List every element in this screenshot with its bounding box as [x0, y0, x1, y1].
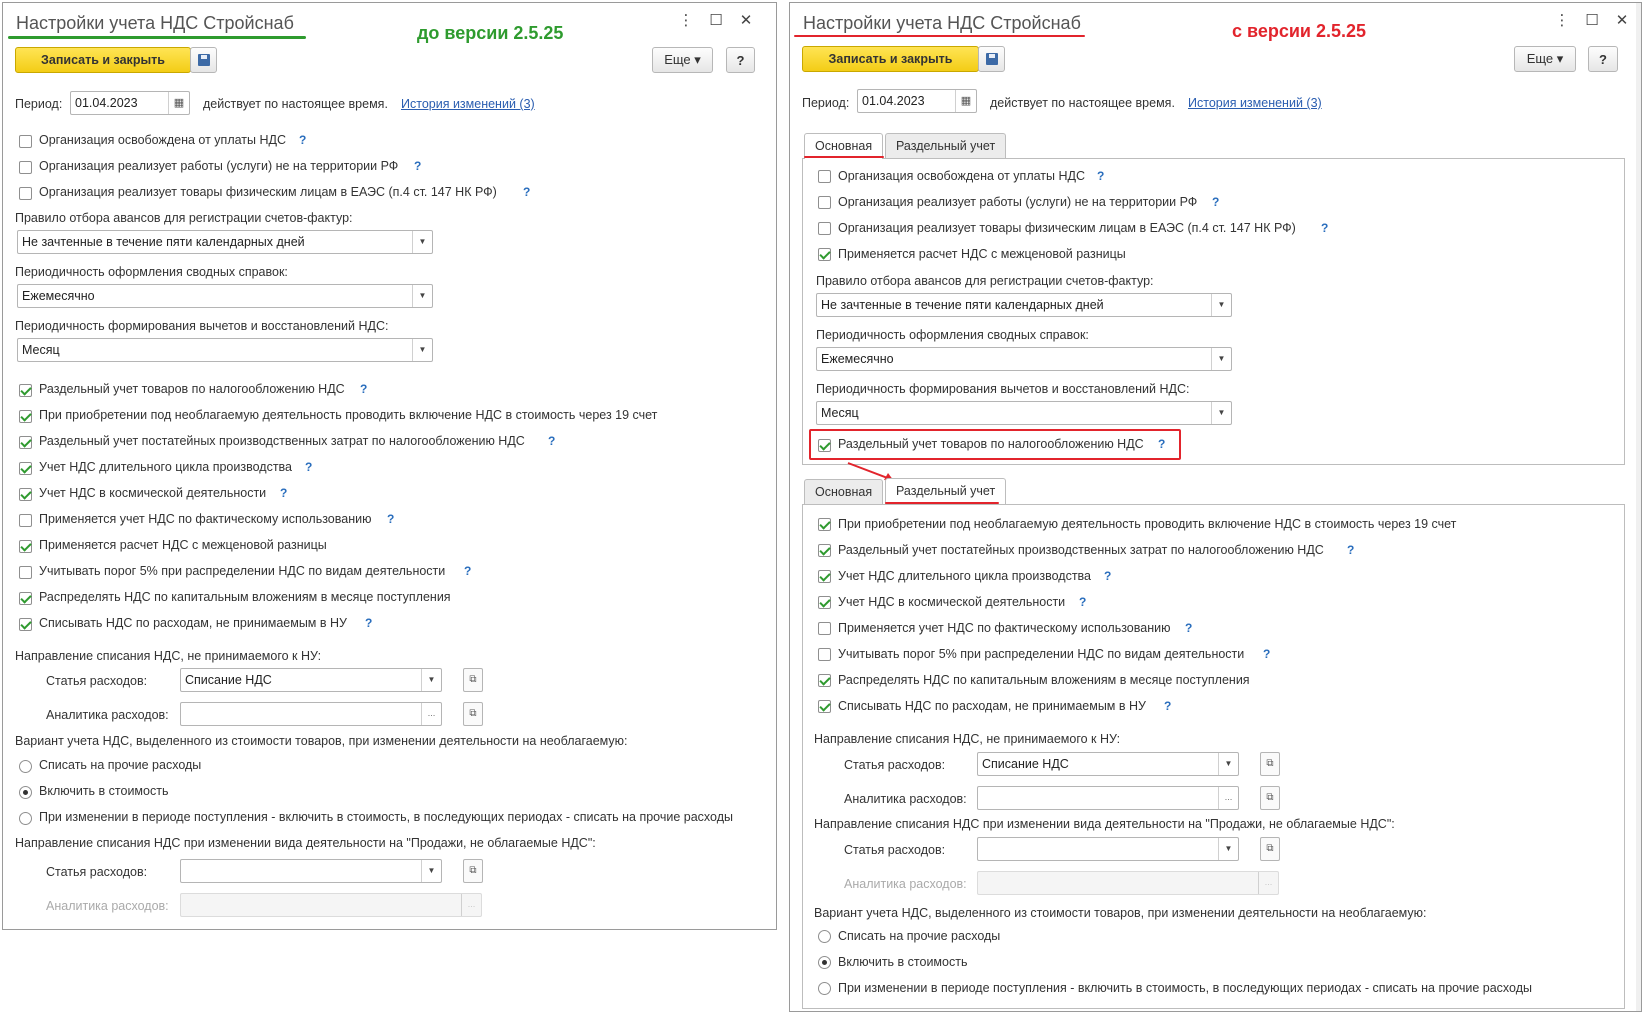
deduction-period-value: Месяц — [22, 343, 60, 357]
more-button[interactable]: Еще ▾ — [1514, 46, 1576, 72]
period-note: действует по настоящее время. — [203, 97, 388, 111]
help-button[interactable]: ? — [726, 47, 755, 73]
checkbox-separate-goods-label: Раздельный учет товаров по налогообложению НДС — [838, 437, 1144, 451]
checkbox-exempt[interactable] — [19, 135, 32, 148]
tab-underline — [804, 156, 884, 158]
chevron-down-icon[interactable]: ▼ — [1211, 348, 1231, 370]
checkbox-exempt[interactable] — [818, 170, 831, 183]
expense-item2-select[interactable] — [977, 837, 1239, 861]
help-icon[interactable]: ? — [360, 382, 368, 396]
checkbox-long-cycle[interactable] — [19, 462, 32, 475]
help-icon[interactable]: ? — [299, 133, 307, 147]
deduction-period-label: Периодичность формирования вычетов и восстановлений НДС: — [816, 382, 1190, 396]
help-icon[interactable]: ? — [464, 564, 472, 578]
radio-other-expenses[interactable] — [19, 760, 32, 773]
checkbox-actual-use[interactable] — [818, 622, 831, 635]
expense-item2-select[interactable] — [180, 859, 442, 883]
tab-separate-2[interactable]: Раздельный учет — [885, 478, 1006, 504]
checkbox-outside-rf[interactable] — [19, 161, 32, 174]
checkbox-writeoff-label: Списывать НДС по расходам, не принимаемым в НУ — [39, 616, 347, 630]
checkbox-interval[interactable] — [19, 540, 32, 553]
save-icon — [198, 54, 210, 66]
tab-separate[interactable]: Раздельный учет — [885, 133, 1006, 158]
title-underline — [794, 35, 1085, 37]
radio-include-cost-label: Включить в стоимость — [838, 955, 968, 969]
select-ellipsis-icon[interactable]: … — [1218, 787, 1238, 809]
checkbox-cost-items[interactable] — [818, 544, 831, 557]
checkbox-exempt-label: Организация освобождена от уплаты НДС — [838, 169, 1085, 183]
advance-rule-select[interactable] — [816, 293, 1232, 317]
help-icon[interactable]: ? — [1212, 195, 1220, 209]
help-icon[interactable]: ? — [1079, 595, 1087, 609]
chevron-down-icon[interactable]: ▼ — [1211, 402, 1231, 424]
summary-period-select[interactable] — [17, 284, 433, 308]
expense-item-value: Списание НДС — [185, 673, 272, 687]
radio-include-cost[interactable] — [19, 786, 32, 799]
tab-underline — [885, 502, 999, 504]
checkbox-capital[interactable] — [19, 592, 32, 605]
window-controls — [671, 11, 761, 29]
expense-analytics2-label: Аналитика расходов: — [844, 877, 967, 891]
help-icon[interactable]: ? — [1164, 699, 1172, 713]
expense-item-label: Статья расходов: — [46, 674, 148, 688]
help-icon[interactable]: ? — [1263, 647, 1271, 661]
help-icon[interactable]: ? — [305, 460, 313, 474]
checkbox-interval[interactable] — [818, 248, 831, 261]
period-value: 01.04.2023 — [75, 96, 138, 110]
help-icon[interactable]: ? — [523, 185, 531, 199]
checkbox-nontaxable-19[interactable] — [818, 518, 831, 531]
checkbox-exempt-label: Организация освобождена от уплаты НДС — [39, 133, 286, 147]
history-link[interactable]: История изменений (3) — [401, 97, 535, 111]
checkbox-eaes[interactable] — [19, 187, 32, 200]
checkbox-threshold-label: Учитывать порог 5% при распределении НДС по видам деятельности — [838, 647, 1245, 661]
summary-period-value: Ежемесячно — [821, 352, 894, 366]
checkbox-threshold[interactable] — [818, 648, 831, 661]
period-field[interactable] — [857, 89, 977, 113]
chevron-down-icon[interactable]: ▼ — [1218, 838, 1238, 860]
radio-mixed-label: При изменении в периоде поступления - включить в стоимость, в последующих периодах - списать на прочие расходы — [39, 810, 733, 824]
help-icon[interactable]: ? — [1097, 169, 1105, 183]
close-icon[interactable]: ✕ — [1615, 12, 1629, 29]
checkbox-space-label: Учет НДС в космической деятельности — [39, 486, 267, 500]
checkbox-space[interactable] — [19, 488, 32, 501]
expense-analytics-label: Аналитика расходов: — [46, 708, 169, 722]
chevron-down-icon[interactable]: ▼ — [412, 231, 432, 253]
chevron-down-icon[interactable]: ▼ — [412, 285, 432, 307]
expense-item-label: Статья расходов: — [844, 758, 946, 772]
checkbox-capital-label: Распределять НДС по капитальным вложениям в месяце поступления — [39, 590, 451, 604]
open-icon[interactable]: ⧉ — [1260, 837, 1280, 861]
variant-label: Вариант учета НДС, выделенного из стоимости товаров, при изменении деятельности на необлагаемую: — [814, 906, 1427, 920]
open-icon[interactable]: ⧉ — [1260, 786, 1280, 810]
settings-window-before — [2, 2, 777, 930]
checkbox-separate-goods[interactable] — [19, 384, 32, 397]
save-and-close-button[interactable]: Записать и закрыть — [802, 46, 979, 72]
version-label: с версии 2.5.25 — [1232, 21, 1367, 41]
history-link[interactable]: История изменений (3) — [1188, 96, 1322, 110]
select-ellipsis-icon: … — [1258, 872, 1278, 894]
chevron-down-icon[interactable]: ▼ — [421, 860, 441, 882]
maximize-icon[interactable]: ☐ — [1585, 12, 1599, 29]
variant-label: Вариант учета НДС, выделенного из стоимости товаров, при изменении деятельности на необлагаемую: — [15, 734, 628, 748]
checkbox-eaes-label: Организация реализует товары физическим лицам в ЕАЭС (п.4 ст. 147 НК РФ) — [39, 185, 497, 199]
period-note: действует по настоящее время. — [990, 96, 1175, 110]
more-menu-icon[interactable]: ⋮ — [1554, 12, 1570, 29]
checkbox-eaes[interactable] — [818, 222, 831, 235]
checkbox-writeoff-label: Списывать НДС по расходам, не принимаемым в НУ — [838, 699, 1146, 713]
more-menu-icon[interactable]: ⋮ — [678, 12, 694, 29]
help-button[interactable]: ? — [1588, 46, 1618, 72]
checkbox-threshold-label: Учитывать порог 5% при распределении НДС по видам деятельности — [39, 564, 446, 578]
version-label: до версии 2.5.25 — [417, 23, 564, 43]
checkbox-cost-items[interactable] — [19, 436, 32, 449]
checkbox-nontaxable-19-label: При приобретении под необлагаемую деятельность проводить включение НДС в стоимость через 19 счет — [838, 517, 1457, 531]
checkbox-actual-use-label: Применяется учет НДС по фактическому использованию — [39, 512, 372, 526]
expense-item2-label: Статья расходов: — [46, 865, 148, 879]
more-button[interactable]: Еще ▾ — [652, 47, 713, 73]
advance-rule-value: Не зачтенные в течение пяти календарных дней — [821, 298, 1104, 312]
checkbox-cost-items-label: Раздельный учет постатейных производственных затрат по налогообложению НДС — [39, 434, 525, 448]
expense-analytics-label: Аналитика расходов: — [844, 792, 967, 806]
window-controls — [1547, 11, 1637, 29]
open-icon[interactable]: ⧉ — [1260, 752, 1280, 776]
advance-rule-label: Правило отбора авансов для регистрации счетов-фактур: — [816, 274, 1154, 288]
chevron-down-icon[interactable]: ▼ — [1218, 753, 1238, 775]
advance-rule-label: Правило отбора авансов для регистрации счетов-фактур: — [15, 211, 353, 225]
expense-item-select[interactable] — [180, 668, 442, 692]
settings-window-after — [789, 2, 1642, 1012]
deduction-period-select[interactable] — [816, 401, 1232, 425]
select-ellipsis-icon: … — [461, 894, 481, 916]
expense-item2-label: Статья расходов: — [844, 843, 946, 857]
save-and-close-button[interactable]: Записать и закрыть — [15, 47, 191, 73]
chevron-down-icon[interactable]: ▼ — [1211, 294, 1231, 316]
expense-analytics2-field — [180, 893, 482, 917]
checkbox-cost-items-label: Раздельный учет постатейных производственных затрат по налогообложению НДС — [838, 543, 1324, 557]
radio-other-expenses[interactable] — [818, 930, 831, 943]
checkbox-actual-use[interactable] — [19, 514, 32, 527]
checkbox-outside-rf-label: Организация реализует работы (услуги) не на территории РФ — [838, 195, 1198, 209]
tab-main[interactable]: Основная — [804, 133, 883, 159]
help-icon[interactable]: ? — [1158, 437, 1166, 451]
expense-analytics-field[interactable] — [977, 786, 1239, 810]
help-icon[interactable]: ? — [1321, 221, 1329, 235]
radio-other-expenses-label: Списать на прочие расходы — [838, 929, 1001, 943]
writeoff-direction-label: Направление списания НДС, не принимаемого к НУ: — [15, 649, 322, 663]
radio-include-cost[interactable] — [818, 956, 831, 969]
save-button[interactable] — [190, 47, 217, 73]
sales-direction-label: Направление списания НДС при изменении вида деятельности на "Продажи, не облагаемые НДС": — [814, 817, 1395, 831]
checkbox-nontaxable-19-label: При приобретении под необлагаемую деятельность проводить включение НДС в стоимость через 19 счет — [39, 408, 658, 422]
help-icon[interactable]: ? — [280, 486, 288, 500]
help-icon[interactable]: ? — [414, 159, 422, 173]
period-field[interactable] — [70, 91, 190, 115]
checkbox-writeoff[interactable] — [19, 618, 32, 631]
checkbox-outside-rf-label: Организация реализует работы (услуги) не на территории РФ — [39, 159, 399, 173]
radio-mixed[interactable] — [19, 812, 32, 825]
chevron-down-icon[interactable]: ▼ — [421, 669, 441, 691]
help-icon[interactable]: ? — [365, 616, 373, 630]
checkbox-long-cycle-label: Учет НДС длительного цикла производства — [39, 460, 292, 474]
select-ellipsis-icon[interactable]: … — [421, 703, 441, 725]
open-icon[interactable]: ⧉ — [463, 668, 483, 692]
checkbox-threshold[interactable] — [19, 566, 32, 579]
help-icon[interactable]: ? — [1185, 621, 1193, 635]
radio-mixed-label: При изменении в периоде поступления - включить в стоимость, в последующих периодах - списать на прочие расходы — [838, 981, 1532, 995]
checkbox-outside-rf[interactable] — [818, 196, 831, 209]
expense-item-value: Списание НДС — [982, 757, 1069, 771]
help-icon[interactable]: ? — [1347, 543, 1355, 557]
close-icon[interactable]: ✕ — [739, 12, 753, 29]
calendar-icon[interactable]: ▦ — [168, 92, 189, 114]
checkbox-long-cycle-label: Учет НДС длительного цикла производства — [838, 569, 1091, 583]
radio-other-expenses-label: Списать на прочие расходы — [39, 758, 202, 772]
window-title: Настройки учета НДС Стройснаб — [803, 13, 1081, 33]
deduction-period-label: Периодичность формирования вычетов и восстановлений НДС: — [15, 319, 389, 333]
expense-item-select[interactable] — [977, 752, 1239, 776]
save-icon — [986, 53, 998, 65]
checkbox-capital-label: Распределять НДС по капитальным вложениям в месяце поступления — [838, 673, 1250, 687]
expense-analytics2-label: Аналитика расходов: — [46, 899, 169, 913]
period-value: 01.04.2023 — [862, 94, 925, 108]
deduction-period-value: Месяц — [821, 406, 859, 420]
writeoff-direction-label: Направление списания НДС, не принимаемого к НУ: — [814, 732, 1121, 746]
checkbox-capital[interactable] — [818, 674, 831, 687]
checkbox-eaes-label: Организация реализует товары физическим лицам в ЕАЭС (п.4 ст. 147 НК РФ) — [838, 221, 1296, 235]
checkbox-separate-goods[interactable] — [818, 439, 831, 452]
expense-analytics2-field — [977, 871, 1279, 895]
advance-rule-value: Не зачтенные в течение пяти календарных дней — [22, 235, 305, 249]
radio-mixed[interactable] — [818, 982, 831, 995]
tab-main-2[interactable]: Основная — [804, 479, 883, 504]
summary-period-select[interactable] — [816, 347, 1232, 371]
summary-period-label: Периодичность оформления сводных справок: — [15, 265, 288, 279]
checkbox-separate-goods-label: Раздельный учет товаров по налогообложению НДС — [39, 382, 345, 396]
chevron-down-icon[interactable]: ▼ — [412, 339, 432, 361]
checkbox-nontaxable-19[interactable] — [19, 410, 32, 423]
sales-direction-label: Направление списания НДС при изменении вида деятельности на "Продажи, не облагаемые НДС": — [15, 836, 596, 850]
expense-analytics-field[interactable] — [180, 702, 442, 726]
checkbox-long-cycle[interactable] — [818, 570, 831, 583]
help-icon[interactable]: ? — [548, 434, 556, 448]
radio-include-cost-label: Включить в стоимость — [39, 784, 169, 798]
deduction-period-select[interactable] — [17, 338, 433, 362]
help-icon[interactable]: ? — [1104, 569, 1112, 583]
summary-period-value: Ежемесячно — [22, 289, 95, 303]
summary-period-label: Периодичность оформления сводных справок: — [816, 328, 1089, 342]
calendar-icon[interactable]: ▦ — [955, 90, 976, 112]
period-label: Период: — [15, 97, 63, 111]
checkbox-space-label: Учет НДС в космической деятельности — [838, 595, 1066, 609]
title-underline — [8, 36, 306, 39]
checkbox-writeoff[interactable] — [818, 700, 831, 713]
help-icon[interactable]: ? — [387, 512, 395, 526]
checkbox-space[interactable] — [818, 596, 831, 609]
period-label: Период: — [802, 96, 850, 110]
advance-rule-select[interactable] — [17, 230, 433, 254]
open-icon[interactable]: ⧉ — [463, 702, 483, 726]
checkbox-interval-label: Применяется расчет НДС с межценовой разницы — [39, 538, 327, 552]
checkbox-interval-label: Применяется расчет НДС с межценовой разницы — [838, 247, 1126, 261]
maximize-icon[interactable]: ☐ — [709, 12, 723, 29]
save-button[interactable] — [978, 46, 1005, 72]
scrollbar[interactable] — [1636, 3, 1641, 1011]
checkbox-actual-use-label: Применяется учет НДС по фактическому использованию — [838, 621, 1171, 635]
window-title: Настройки учета НДС Стройснаб — [16, 13, 294, 33]
open-icon[interactable]: ⧉ — [463, 859, 483, 883]
